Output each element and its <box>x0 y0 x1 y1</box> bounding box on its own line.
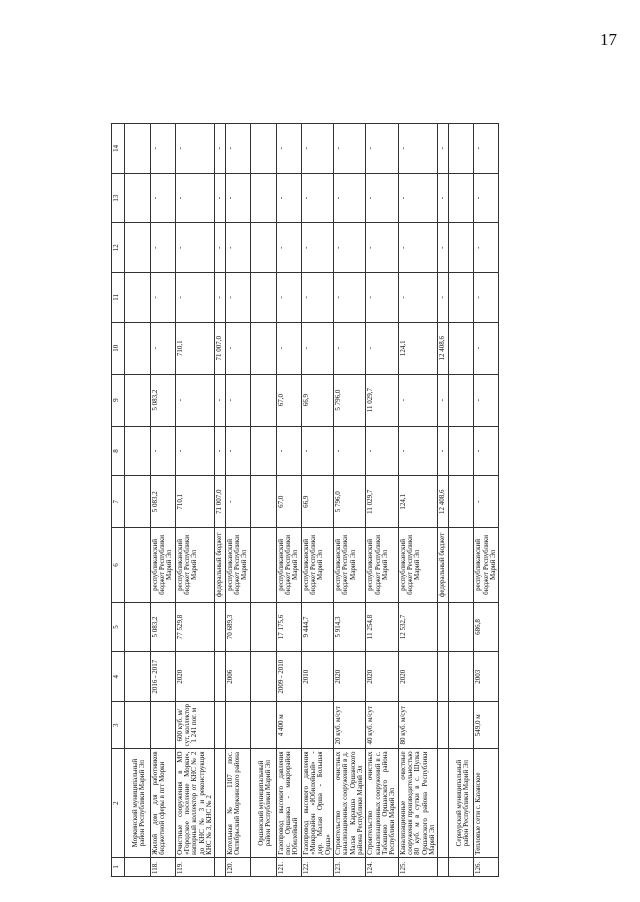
table-cell: - <box>366 223 398 273</box>
table-cell: - <box>438 426 448 476</box>
table-cell: - <box>175 374 215 426</box>
table-cell: 2020 <box>366 652 398 702</box>
table-cell: - <box>438 273 448 323</box>
table-cell: 20 куб. м/сут <box>333 702 365 749</box>
table-cell <box>250 749 276 857</box>
table-cell: 5 914,3 <box>333 602 365 652</box>
table-cell <box>250 602 276 652</box>
table-cell <box>448 652 474 702</box>
table-cell: 5 796,0 <box>333 374 365 426</box>
table-cell: - <box>276 124 301 174</box>
table-cell: - <box>301 124 333 174</box>
table-cell <box>215 749 225 857</box>
table-cell <box>448 426 474 476</box>
table-cell: 11 029,7 <box>366 476 398 528</box>
table-cell <box>125 223 151 273</box>
table-cell <box>125 426 151 476</box>
table-cell: - <box>474 273 499 323</box>
table-cell: - <box>225 374 250 426</box>
table-cell: 119. <box>175 857 215 876</box>
table-cell <box>125 652 151 702</box>
table-cell <box>125 124 151 174</box>
table-cell: 71 007,0 <box>215 476 225 528</box>
table-cell: 121. <box>276 857 301 876</box>
table-cell: - <box>225 322 250 374</box>
table-row <box>215 124 225 877</box>
column-header: 5 <box>112 602 125 652</box>
table-cell <box>125 749 151 857</box>
table-cell: - <box>150 426 175 476</box>
table-cell: - <box>215 124 225 174</box>
table-cell: 2009 - 2010 <box>276 652 301 702</box>
table-cell: - <box>398 173 438 223</box>
table-cell: - <box>398 124 438 174</box>
table-cell: 120. <box>225 857 250 876</box>
table-row <box>438 124 448 877</box>
column-header: 4 <box>112 652 125 702</box>
table-cell: 17 175,6 <box>276 602 301 652</box>
table-cell <box>250 857 276 876</box>
table-cell: 600 куб. м/сут, коллектор 1 241 пог. м <box>175 702 215 749</box>
table-cell: - <box>474 476 499 528</box>
column-header: 10 <box>112 322 125 374</box>
column-header: 2 <box>112 749 125 857</box>
table-cell: - <box>301 426 333 476</box>
table-cell: Строительство очистных канализационных сооружений в д. Малая Каракша Оршанского района Республики Марий Эл <box>333 749 365 857</box>
table-cell: - <box>215 374 225 426</box>
table-cell: - <box>333 223 365 273</box>
table-cell: - <box>474 223 499 273</box>
table-cell <box>215 702 225 749</box>
table-cell <box>125 528 151 603</box>
table-cell <box>448 124 474 174</box>
table-cell: 67,0 <box>276 476 301 528</box>
column-header: 13 <box>112 173 125 223</box>
table-cell: республиканский бюджет Республики Марий Эл <box>150 528 175 603</box>
table-cell: - <box>215 273 225 323</box>
table-cell <box>125 476 151 528</box>
table-cell: 549,0 м <box>474 702 499 749</box>
table-cell <box>438 857 448 876</box>
table-row <box>225 124 250 877</box>
table-cell: - <box>366 173 398 223</box>
table-cell: 5 796,0 <box>333 476 365 528</box>
table-cell <box>250 652 276 702</box>
table-cell: - <box>225 273 250 323</box>
table-cell: - <box>150 273 175 323</box>
table-cell: 4 400 м <box>276 702 301 749</box>
table-row <box>301 124 333 877</box>
table-cell: республиканский бюджет Республики Марий Эл <box>366 528 398 603</box>
column-header: 1 <box>112 857 125 876</box>
table-row <box>150 124 175 877</box>
table-cell: Котельная № 1107 пос. Октябрьский Моркинского района <box>225 749 250 857</box>
table-cell <box>125 857 151 876</box>
table-cell: - <box>150 173 175 223</box>
table-cell: - <box>301 322 333 374</box>
table-cell: - <box>333 273 365 323</box>
table-cell: 2020 <box>175 652 215 702</box>
table-cell: 2003 <box>474 652 499 702</box>
table-cell: - <box>366 273 398 323</box>
table-cell <box>438 652 448 702</box>
table-cell: Строительство очистных канализационных сооружений в с. Табашино Оршанского района Республики Марий Эл <box>366 749 398 857</box>
table-cell: - <box>366 322 398 374</box>
table-cell <box>438 749 448 857</box>
table-row <box>398 124 438 877</box>
table-cell: - <box>225 223 250 273</box>
table-cell: 2010 <box>301 652 333 702</box>
table-cell: - <box>215 223 225 273</box>
table-cell: Газопровод высокого давления пос. Оршанка - микрорайон Юбилейный <box>276 749 301 857</box>
section-title: Моркинский муниципальный район Республики Марий Эл <box>131 758 147 848</box>
table-cell: - <box>474 426 499 476</box>
table-cell: республиканский бюджет Республики Марий Эл <box>301 528 333 603</box>
table-row <box>276 124 301 877</box>
table-cell <box>125 273 151 323</box>
table-cell: 67,0 <box>276 374 301 426</box>
table-cell: 123. <box>333 857 365 876</box>
table-cell <box>250 426 276 476</box>
table-cell: - <box>438 374 448 426</box>
table-cell <box>125 702 151 749</box>
column-header: 7 <box>112 476 125 528</box>
table-cell: - <box>215 426 225 476</box>
table-cell: - <box>150 124 175 174</box>
table-cell: - <box>398 223 438 273</box>
table-row <box>175 124 215 877</box>
rotated-table-container <box>111 123 574 877</box>
table-cell: республиканский бюджет Республики Марий Эл <box>333 528 365 603</box>
table-cell <box>215 652 225 702</box>
table-cell: Газопровод высокого давления «Микрорайон «Юбилейный» - дер. Малая Орша - Большая Орша» <box>301 749 333 857</box>
table-cell <box>448 857 474 876</box>
table-cell: - <box>438 124 448 174</box>
table-cell: - <box>474 173 499 223</box>
table-cell: - <box>474 322 499 374</box>
table-cell <box>250 476 276 528</box>
table-cell: - <box>398 273 438 323</box>
table-cell: 5 083,2 <box>150 602 175 652</box>
table-cell: - <box>175 426 215 476</box>
table-cell: 710,1 <box>175 476 215 528</box>
table-cell <box>225 702 250 749</box>
table-cell: Очистные сооружения в МО «Городское поселение Морки», напорный коллектор от КНС № 2 до КНС № 3 и реконструкция КНС № 3, КНС № 2 <box>175 749 215 857</box>
column-header: 11 <box>112 273 125 323</box>
table-cell <box>448 374 474 426</box>
table-cell <box>448 223 474 273</box>
table-cell: 122. <box>301 857 333 876</box>
table-cell <box>250 223 276 273</box>
table-cell <box>250 273 276 323</box>
table-cell: - <box>175 173 215 223</box>
table-cell: 124. <box>366 857 398 876</box>
table-cell: 66,9 <box>301 374 333 426</box>
table-body <box>125 124 499 877</box>
table-cell <box>250 528 276 603</box>
table-cell <box>125 322 151 374</box>
table-cell: 11 254,8 <box>366 602 398 652</box>
table-cell: - <box>333 124 365 174</box>
table-cell <box>448 749 474 857</box>
table-cell <box>301 702 333 749</box>
table-cell: 124,1 <box>398 322 438 374</box>
table-cell: - <box>225 476 250 528</box>
table-cell <box>125 374 151 426</box>
table-cell <box>448 322 474 374</box>
table-cell <box>150 702 175 749</box>
table-cell: 11 029,7 <box>366 374 398 426</box>
table-cell: - <box>333 173 365 223</box>
table-cell: 12 532,7 <box>398 602 438 652</box>
table-cell: 124,1 <box>398 476 438 528</box>
column-header: 12 <box>112 223 125 273</box>
column-header: 6 <box>112 528 125 603</box>
section-row <box>250 124 276 877</box>
table-cell: 66,9 <box>301 476 333 528</box>
table-cell: 70 689,3 <box>225 602 250 652</box>
section-row <box>125 124 151 877</box>
table-cell: - <box>150 322 175 374</box>
column-header: 9 <box>112 374 125 426</box>
section-title: Оршанский муниципальный район Республики Марий Эл <box>256 759 273 847</box>
table-cell: - <box>301 223 333 273</box>
header-row <box>112 124 125 877</box>
table-cell: федеральный бюджет <box>215 528 225 603</box>
table-cell: федеральный бюджет <box>438 528 448 603</box>
table-cell: 2020 <box>398 652 438 702</box>
table-cell: 12 408,6 <box>438 322 448 374</box>
table-cell: 5 083,2 <box>150 374 175 426</box>
table-cell <box>448 173 474 223</box>
table-row <box>474 124 499 877</box>
investment-table <box>111 123 499 877</box>
table-cell: - <box>438 173 448 223</box>
table-cell <box>125 602 151 652</box>
table-cell <box>438 702 448 749</box>
table-cell <box>448 602 474 652</box>
table-cell: республиканский бюджет Республики Марий Эл <box>225 528 250 603</box>
table-cell: - <box>366 124 398 174</box>
table-cell <box>448 476 474 528</box>
table-cell: 77 529,8 <box>175 602 215 652</box>
table-cell <box>215 602 225 652</box>
table-cell: - <box>225 124 250 174</box>
table-cell: республиканский бюджет Республики Марий Эл <box>175 528 215 603</box>
table-cell: - <box>276 322 301 374</box>
table-cell: - <box>398 426 438 476</box>
table-cell: - <box>333 322 365 374</box>
table-cell: республиканский бюджет Республики Марий Эл <box>474 528 499 603</box>
table-cell <box>438 602 448 652</box>
table-cell: 710,1 <box>175 322 215 374</box>
table-cell: 80 куб. м/сут <box>398 702 438 749</box>
table-cell: 2016 - 2017 <box>150 652 175 702</box>
table-cell: - <box>225 173 250 223</box>
table-cell: Канализационные очистные сооружения производительностью 80 куб. м в сутки в с. Шулка Оршанского района Республики Марий Эл <box>398 749 438 857</box>
table-cell: 12 408,6 <box>438 476 448 528</box>
table-cell: 125. <box>398 857 438 876</box>
table-cell: 71 007,0 <box>215 322 225 374</box>
page-number: 17 <box>600 30 617 49</box>
table-row <box>366 124 398 877</box>
table-cell: Жилой дом для работников бюджетной сферы в пгт Морки <box>150 749 175 857</box>
table-cell <box>250 124 276 174</box>
column-header: 14 <box>112 124 125 174</box>
table-cell <box>215 857 225 876</box>
table-cell <box>448 273 474 323</box>
table-cell <box>125 173 151 223</box>
table-cell: 5 083,2 <box>150 476 175 528</box>
section-row <box>448 124 474 877</box>
table-cell: - <box>301 173 333 223</box>
table-cell: республиканский бюджет Республики Марий Эл <box>276 528 301 603</box>
column-header: 3 <box>112 702 125 749</box>
table-cell <box>250 322 276 374</box>
table-cell <box>250 702 276 749</box>
table-cell: 686,8 <box>474 602 499 652</box>
table-cell <box>250 173 276 223</box>
table-cell: - <box>150 223 175 273</box>
table-cell: - <box>398 374 438 426</box>
table-cell: - <box>474 374 499 426</box>
section-title: Сернурский муниципальный район Республики Марий Эл <box>454 759 471 847</box>
table-cell: 118. <box>150 857 175 876</box>
table-cell: - <box>366 426 398 476</box>
table-cell: 40 куб. м/сут <box>366 702 398 749</box>
table-cell: - <box>175 273 215 323</box>
table-cell: 9 444,7 <box>301 602 333 652</box>
table-cell: 2006 <box>225 652 250 702</box>
table-cell: - <box>301 273 333 323</box>
table-cell: - <box>175 124 215 174</box>
table-cell: - <box>474 124 499 174</box>
table-cell: - <box>276 173 301 223</box>
table-cell: республиканский бюджет Республики Марий Эл <box>398 528 438 603</box>
table-cell: - <box>333 426 365 476</box>
table-cell <box>250 374 276 426</box>
table-cell: - <box>225 426 250 476</box>
table-cell: - <box>276 273 301 323</box>
table-cell: - <box>276 426 301 476</box>
table-cell: - <box>276 223 301 273</box>
table-cell <box>448 702 474 749</box>
table-cell: 126. <box>474 857 499 876</box>
table-cell: - <box>438 223 448 273</box>
table-cell: - <box>175 223 215 273</box>
table-cell: - <box>215 173 225 223</box>
column-header: 8 <box>112 426 125 476</box>
table-cell: Тепловые сети с. Казанское <box>474 749 499 857</box>
table-cell: 2020 <box>333 652 365 702</box>
table-row <box>333 124 365 877</box>
table-cell <box>448 528 474 603</box>
